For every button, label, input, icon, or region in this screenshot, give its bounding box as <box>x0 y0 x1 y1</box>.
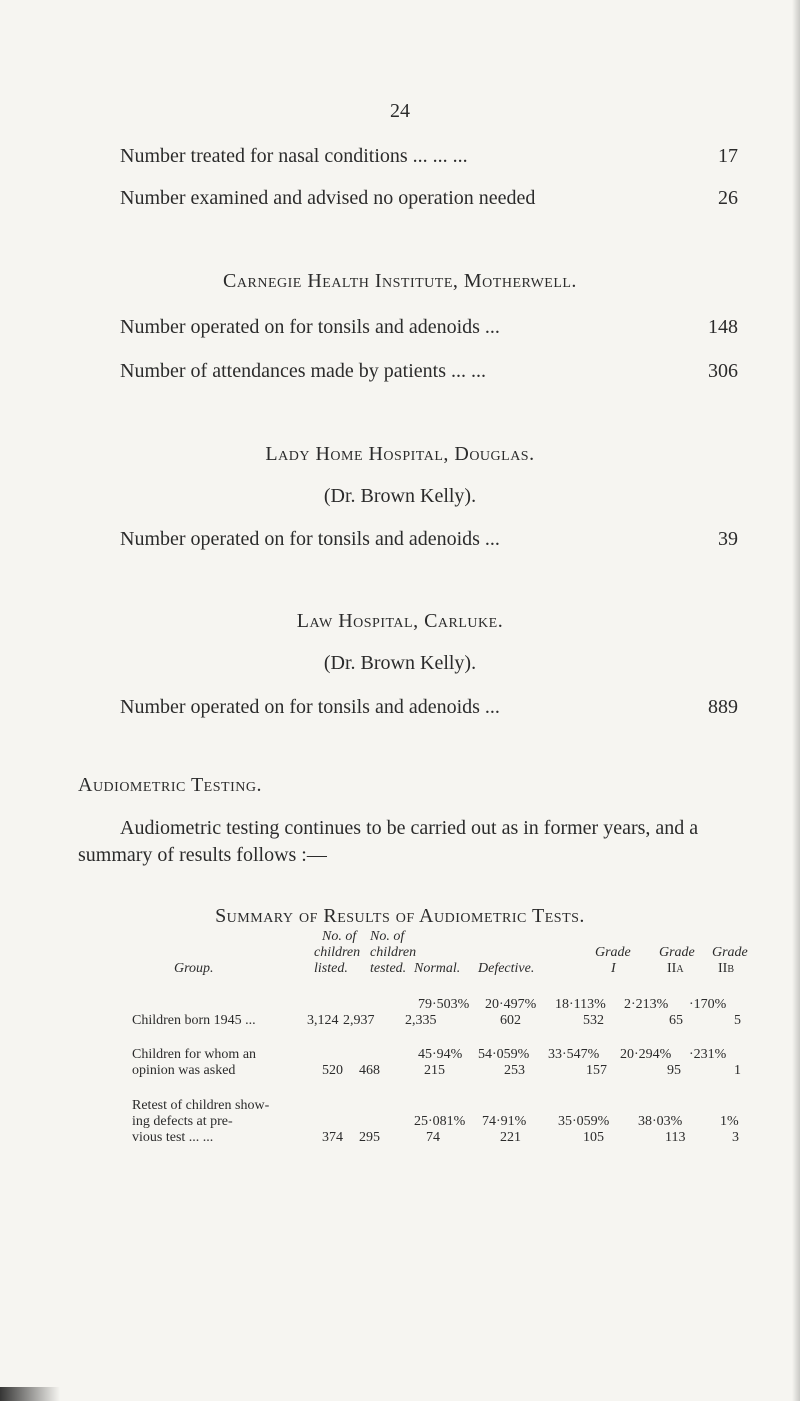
row2-pct-defective: 54·059% <box>478 1047 530 1062</box>
page-corner-mark <box>0 1387 60 1401</box>
col-listed-header-3: listed. <box>314 961 348 976</box>
page-edge-shadow <box>792 0 800 1401</box>
col-tested-header-2: children <box>370 945 417 960</box>
row2-group-line1: Children for whom an <box>132 1047 257 1062</box>
row2-pct-normal: 45·94% <box>418 1047 463 1062</box>
row2-count-grade1: 157 <box>586 1063 607 1078</box>
carnegie-tonsils-value: 148 <box>708 316 738 338</box>
row2-count-grade2a: 95 <box>667 1063 681 1078</box>
lady-home-subheading: (Dr. Brown Kelly). <box>323 485 477 507</box>
col-grade2b-header-1: Grade <box>712 945 748 960</box>
row3-group-line3: vious test ... ... <box>132 1130 214 1145</box>
carnegie-attendances-value: 306 <box>708 360 738 382</box>
carnegie-attendances-label: Number of attendances made by patients ... ... <box>120 360 486 382</box>
col-tested-header-1: No. of <box>370 929 405 944</box>
row3-pct-grade1: 35·059% <box>558 1114 610 1129</box>
row1-group: Children born 1945 ... <box>132 1013 256 1028</box>
row1-count-grade1: 532 <box>583 1013 604 1028</box>
row2-pct-grade1: 33·547% <box>548 1047 600 1062</box>
lady-home-heading: Lady Home Hospital, Douglas. <box>265 443 535 465</box>
col-listed-header-2: children <box>314 945 361 960</box>
row1-pct-grade2a: 2·213% <box>624 997 669 1012</box>
col-grade2a-header-2: IIa <box>667 961 684 976</box>
col-normal-header: Normal. <box>414 961 461 976</box>
row2-listed: 520 <box>322 1063 343 1078</box>
row3-pct-normal: 25·081% <box>414 1114 466 1129</box>
audiometric-paragraph: Audiometric testing continues to be carried out as in former years, and a summary of results follows :— <box>78 817 699 866</box>
row3-pct-grade2b: 1% <box>720 1114 739 1129</box>
row2-tested: 468 <box>359 1063 380 1078</box>
law-hospital-tonsils-label: Number operated on for tonsils and adenoids ... <box>120 696 500 718</box>
col-grade2b-header-2: IIb <box>718 961 734 976</box>
law-hospital-subheading: (Dr. Brown Kelly). <box>323 652 477 674</box>
row1-count-grade2b: 5 <box>734 1013 741 1028</box>
page-number: 24 <box>390 100 410 122</box>
no-operation-value: 26 <box>718 187 738 209</box>
row3-group-line1: Retest of children show- <box>132 1098 270 1113</box>
row3-pct-defective: 74·91% <box>482 1114 527 1129</box>
row3-pct-grade2a: 38·03% <box>638 1114 683 1129</box>
row3-count-grade2b: 3 <box>732 1130 739 1145</box>
row1-pct-grade2b: ·170% <box>689 997 727 1012</box>
summary-heading: Summary of Results of Audiometric Tests. <box>215 905 585 927</box>
row3-count-defective: 221 <box>500 1130 521 1145</box>
lady-home-tonsils-value: 39 <box>718 528 738 550</box>
col-listed-header-1: No. of <box>322 929 357 944</box>
row1-tested: 2,937 <box>343 1013 375 1028</box>
col-defective-header: Defective. <box>478 961 535 976</box>
nasal-conditions-label: Number treated for nasal conditions ... ... ... <box>120 145 468 167</box>
row1-pct-defective: 20·497% <box>485 997 537 1012</box>
row3-count-grade1: 105 <box>583 1130 604 1145</box>
law-hospital-heading: Law Hospital, Carluke. <box>296 610 504 632</box>
row1-listed: 3,124 <box>307 1013 339 1028</box>
row3-count-normal: 74 <box>426 1130 440 1145</box>
col-grade1-header-2: I <box>611 961 616 976</box>
carnegie-tonsils-label: Number operated on for tonsils and adenoids ... <box>120 316 500 338</box>
row2-count-normal: 215 <box>424 1063 445 1078</box>
law-hospital-tonsils-value: 889 <box>708 696 738 718</box>
row2-count-grade2b: 1 <box>734 1063 741 1078</box>
row1-pct-grade1: 18·113% <box>555 997 606 1012</box>
row2-group-line2: opinion was asked <box>132 1063 236 1078</box>
row2-pct-grade2b: ·231% <box>689 1047 727 1062</box>
row1-count-grade2a: 65 <box>669 1013 683 1028</box>
col-tested-header-3: tested. <box>370 961 407 976</box>
audiometric-heading: Audiometric Testing. <box>78 774 262 796</box>
lady-home-tonsils-label: Number operated on for tonsils and adenoids ... <box>120 528 500 550</box>
row1-count-normal: 2,335 <box>405 1013 437 1028</box>
nasal-conditions-value: 17 <box>718 145 738 167</box>
carnegie-heading: Carnegie Health Institute, Motherwell. <box>223 270 577 292</box>
row2-count-defective: 253 <box>504 1063 525 1078</box>
no-operation-label: Number examined and advised no operation needed <box>120 187 536 209</box>
row3-group-line2: ing defects at pre- <box>132 1114 233 1129</box>
row1-count-defective: 602 <box>500 1013 521 1028</box>
row2-pct-grade2a: 20·294% <box>620 1047 672 1062</box>
row1-pct-normal: 79·503% <box>418 997 470 1012</box>
col-grade1-header-1: Grade <box>595 945 631 960</box>
col-group-header: Group. <box>174 961 214 976</box>
row3-count-grade2a: 113 <box>665 1130 686 1145</box>
row3-listed: 374 <box>322 1130 343 1145</box>
row3-tested: 295 <box>359 1130 380 1145</box>
col-grade2a-header-1: Grade <box>659 945 695 960</box>
